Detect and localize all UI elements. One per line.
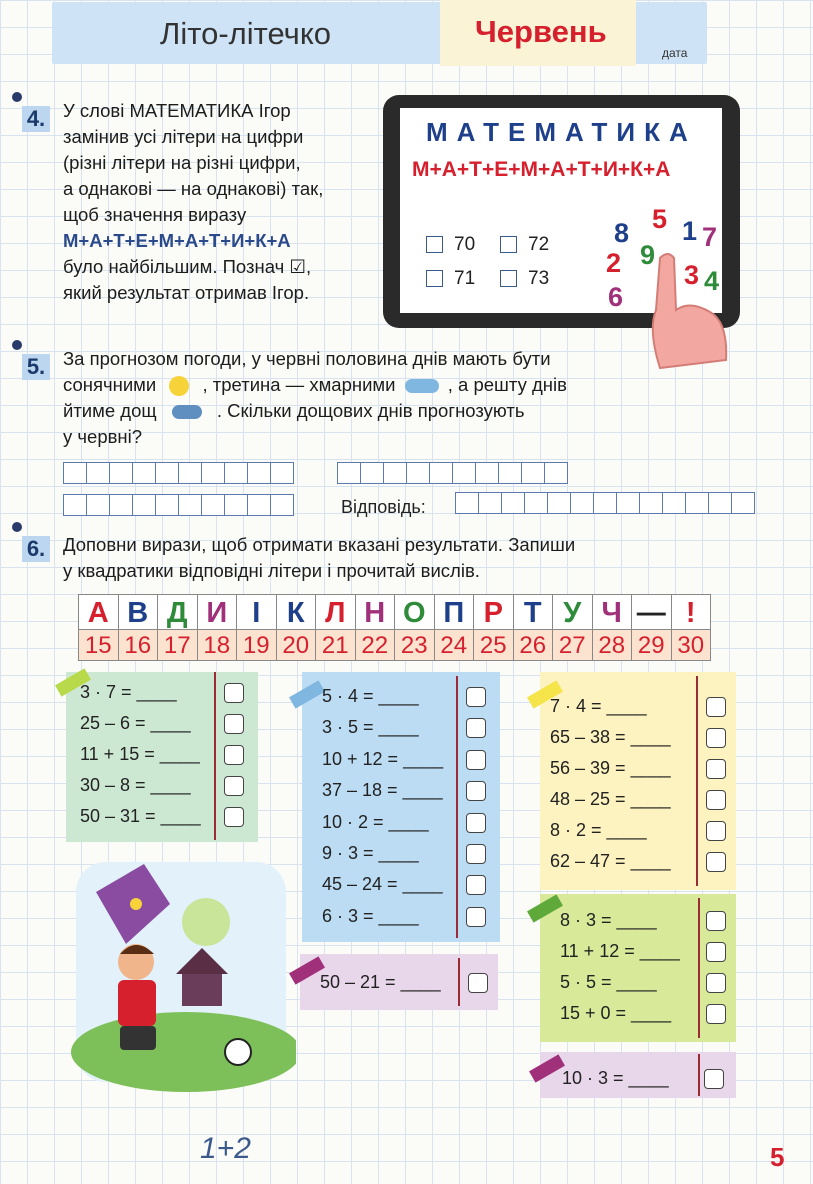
option-checkbox[interactable] xyxy=(500,236,517,253)
task5-line xyxy=(63,372,683,398)
answer-box[interactable] xyxy=(224,745,244,765)
task5-text xyxy=(63,346,683,450)
task4-line: а однакові — на однакові) так, xyxy=(63,178,324,199)
answer-box[interactable] xyxy=(704,1069,724,1089)
task5-question: . Скільки дощових днів прогнозують xyxy=(216,400,525,421)
number-cell: 16 xyxy=(118,629,159,661)
expression: 7 · 4 = ____ xyxy=(550,696,647,716)
answer-box[interactable] xyxy=(466,844,486,864)
expression: 5 · 4 = ____ xyxy=(322,686,419,706)
expression: 48 – 25 = ____ xyxy=(550,789,671,809)
task-number: 6. xyxy=(22,536,50,562)
digit: 6 xyxy=(608,282,624,312)
answer-box[interactable] xyxy=(706,852,726,872)
task5-rest: , а решту днів xyxy=(447,374,567,395)
expression: 10 · 2 = ____ xyxy=(322,811,429,832)
option-checkbox[interactable] xyxy=(426,236,443,253)
option-label: 71 xyxy=(454,268,476,289)
task-number: 4. xyxy=(22,106,50,132)
answer-box[interactable] xyxy=(706,1004,726,1024)
number-cell: 24 xyxy=(434,629,475,661)
tablet-expression: М+А+Т+Е+М+А+Т+И+К+А xyxy=(412,158,671,181)
doodle-text: 1+2 xyxy=(200,1132,251,1165)
letter-cell: — xyxy=(631,594,672,630)
option-label: 73 xyxy=(528,268,550,289)
expression: 50 – 31 = ____ xyxy=(80,806,201,826)
divider-line xyxy=(456,676,458,938)
expression: 45 – 24 = ____ xyxy=(322,874,443,895)
task5-line: За прогнозом погоди, у червні половина днів мають бути xyxy=(63,348,551,369)
number-cell: 28 xyxy=(592,629,633,661)
digit: 1 xyxy=(682,216,698,246)
letter-cell: Н xyxy=(355,594,396,630)
option-checkbox[interactable] xyxy=(426,270,443,287)
number-cell: 21 xyxy=(315,629,356,661)
tablet-word: МАТЕМАТИКА xyxy=(426,117,697,147)
letter-cell: В xyxy=(118,594,159,630)
task5-line xyxy=(63,398,683,424)
task6-text xyxy=(63,532,763,584)
option-label: 70 xyxy=(454,234,476,255)
answer-box[interactable] xyxy=(706,911,726,931)
boy-with-kite-illustration xyxy=(66,852,296,1092)
expression: 56 – 39 = ____ xyxy=(550,758,671,778)
answer-box[interactable] xyxy=(706,697,726,717)
letter-cell: Т xyxy=(513,594,554,630)
solution-grid[interactable] xyxy=(63,462,293,484)
number-cell: 18 xyxy=(197,629,238,661)
letter-cell: О xyxy=(394,594,435,630)
option-label: 72 xyxy=(528,234,550,255)
task6-line: Доповни вирази, щоб отримати вказані результати. Запиши xyxy=(63,534,576,555)
answer-box[interactable] xyxy=(224,683,244,703)
expression: 25 – 6 = ____ xyxy=(80,713,191,733)
expression: 50 – 21 = ____ xyxy=(320,972,441,992)
expression: 6 · 3 = ____ xyxy=(322,905,419,926)
answer-box[interactable] xyxy=(706,821,726,841)
task4-line: який результат отримав Ігор. xyxy=(63,282,310,303)
expression: 30 – 8 = ____ xyxy=(80,775,191,795)
task4-line: (різні літери на різні цифри, xyxy=(63,152,301,173)
digit: 9 xyxy=(640,240,656,270)
task5-rainy: йтиме дощ xyxy=(63,400,157,421)
answer-box[interactable] xyxy=(224,714,244,734)
answer-box[interactable] xyxy=(466,875,486,895)
letter-cell: Л xyxy=(315,594,356,630)
page-title: Літо-літечко xyxy=(160,16,331,51)
pin-icon xyxy=(12,92,22,102)
expression: 8 · 2 = ____ xyxy=(550,820,647,840)
expression: 3 · 5 = ____ xyxy=(322,717,419,738)
expression: 65 – 38 = ____ xyxy=(550,727,671,747)
option-checkbox[interactable] xyxy=(500,270,517,287)
expressions-box-blue xyxy=(302,672,500,942)
divider-line xyxy=(698,898,700,1038)
letter-cell: ! xyxy=(671,594,712,630)
number-cell: 17 xyxy=(157,629,198,661)
task4-line: У слові МАТЕМАТИКА Ігор xyxy=(63,100,291,121)
letter-cell: И xyxy=(197,594,238,630)
answer-box[interactable] xyxy=(466,718,486,738)
letter-cell: А xyxy=(78,594,119,630)
answer-label: Відповідь: xyxy=(341,497,426,517)
expression: 10 · 3 = ____ xyxy=(562,1068,669,1088)
digit: 5 xyxy=(652,204,668,234)
task4-expression: М+А+Т+Е+М+А+Т+И+К+А xyxy=(63,230,291,251)
digit: 3 xyxy=(684,260,700,290)
answer-box[interactable] xyxy=(706,942,726,962)
solution-grid[interactable] xyxy=(337,462,567,484)
number-cell: 15 xyxy=(78,629,119,661)
answer-box[interactable] xyxy=(466,750,486,770)
cloud-icon xyxy=(405,379,439,393)
divider-line xyxy=(458,958,460,1006)
answer-box[interactable] xyxy=(224,776,244,796)
number-cell: 19 xyxy=(236,629,277,661)
expression: 11 + 15 = ____ xyxy=(80,744,200,764)
answer-box[interactable] xyxy=(224,807,244,827)
rain-cloud-icon xyxy=(172,405,202,419)
digit: 8 xyxy=(614,218,630,248)
number-cell: 26 xyxy=(513,629,554,661)
letter-number-table xyxy=(78,594,732,666)
letter-cell: У xyxy=(552,594,593,630)
divider-line xyxy=(698,1054,700,1096)
expression: 9 · 3 = ____ xyxy=(322,843,419,863)
answer-box[interactable] xyxy=(706,790,726,810)
expression: 8 · 3 = ____ xyxy=(560,910,657,930)
date-label: дата xyxy=(662,46,688,60)
letter-cell: Ч xyxy=(592,594,633,630)
answer-box[interactable] xyxy=(466,687,486,707)
task6-line: у квадратики відповідні літери і прочитай вислів. xyxy=(63,560,480,581)
answer-box[interactable] xyxy=(706,973,726,993)
expression: 37 – 18 = ____ xyxy=(322,780,443,801)
task4-line: замінив усі літери на цифри xyxy=(63,126,304,147)
answer-box[interactable] xyxy=(466,781,486,801)
number-cell: 29 xyxy=(631,629,672,661)
number-cell: 23 xyxy=(394,629,435,661)
letter-cell: Р xyxy=(473,594,514,630)
pin-icon xyxy=(12,340,22,350)
letter-cell: І xyxy=(236,594,277,630)
task5-line: у червні? xyxy=(63,426,143,447)
task5-sunny: сонячними xyxy=(63,374,157,395)
digit: 4 xyxy=(704,266,720,296)
answer-box[interactable] xyxy=(466,813,486,833)
letter-cell: Д xyxy=(157,594,198,630)
expression: 3 · 7 = ____ xyxy=(80,682,177,702)
expression: 5 · 5 = ____ xyxy=(560,972,657,992)
expression: 15 + 0 = ____ xyxy=(560,1003,672,1023)
page-number: 5 xyxy=(770,1142,785,1172)
solution-grid[interactable] xyxy=(63,494,293,516)
divider-line xyxy=(696,676,698,886)
divider-line xyxy=(214,672,216,840)
pin-icon xyxy=(12,522,22,532)
number-cell: 30 xyxy=(671,629,712,661)
expression: 11 + 12 = ____ xyxy=(560,941,680,961)
answer-box[interactable] xyxy=(706,728,726,748)
task5-cloudy: , третина — хмарними xyxy=(202,374,396,395)
sun-icon xyxy=(169,376,189,396)
expression: 62 – 47 = ____ xyxy=(550,851,671,871)
answer-box[interactable] xyxy=(466,907,486,927)
letter-cell: К xyxy=(276,594,317,630)
answer-box[interactable] xyxy=(706,759,726,779)
expression: 10 + 12 = ____ xyxy=(322,748,444,769)
answer-box[interactable] xyxy=(468,973,488,993)
number-cell: 20 xyxy=(276,629,317,661)
task4-line: було найбільшим. Познач ☑, xyxy=(63,256,312,277)
number-cell: 27 xyxy=(552,629,593,661)
task4-line: щоб значення виразу xyxy=(63,204,247,225)
letters-row xyxy=(78,594,732,630)
digit: 2 xyxy=(606,248,622,278)
answer-grid[interactable] xyxy=(455,492,754,514)
task-number: 5. xyxy=(22,354,50,380)
number-cell: 22 xyxy=(355,629,396,661)
numbers-row xyxy=(78,630,732,661)
letter-cell: П xyxy=(434,594,475,630)
number-cell: 25 xyxy=(473,629,514,661)
task4-text xyxy=(63,98,383,306)
month-label: Червень xyxy=(475,14,607,49)
digit: 7 xyxy=(702,222,718,252)
